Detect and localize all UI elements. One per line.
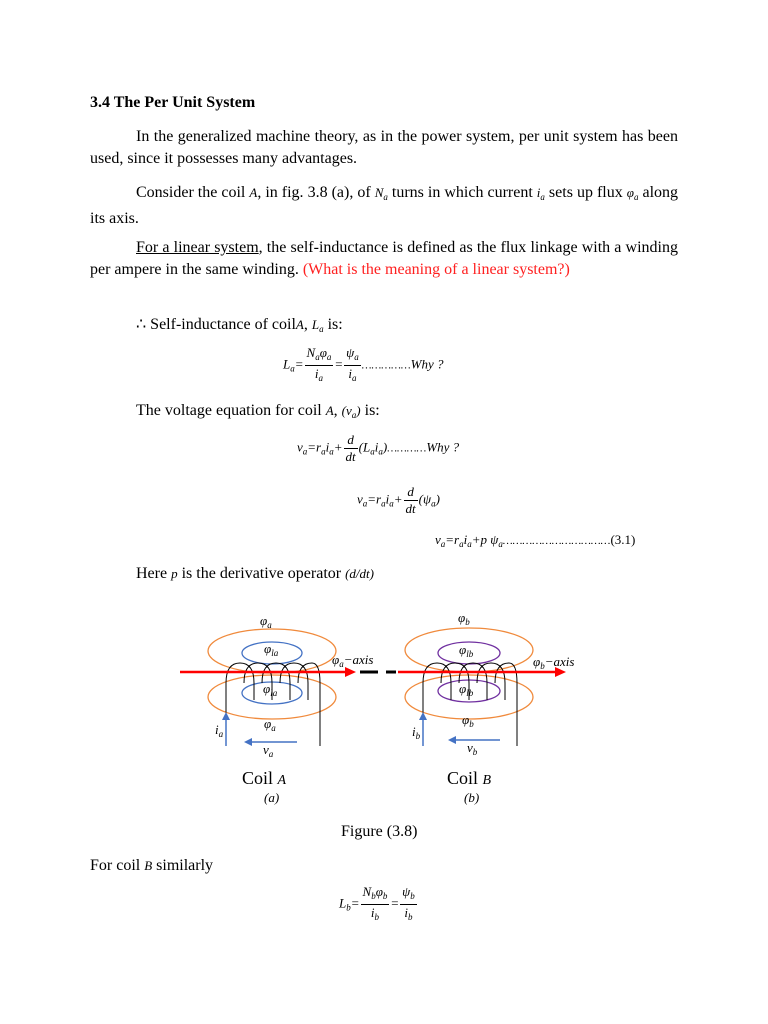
equation-lb: $L_b=$ $\frac{N_b\varphi_b}{i_b}$ = $\frac{\psi_b}{i_b}$ [339, 884, 415, 922]
equation-3-1: $v_a=r_ai_a+p$ $\psi_a\dots\dots\dots\dots\dots\dots\dots\dots\dots\dots\dots(3.1)$ [435, 532, 636, 549]
caption-b: (b) [464, 790, 480, 805]
current-arrow-b [419, 712, 427, 746]
label-phi-a-bottom: $\varphi_a$ [264, 716, 276, 733]
label-i-a: $i_a$ [215, 722, 224, 739]
coil-figure [0, 600, 768, 810]
equation-voltage-2: $v_a=r_ai_a+$ $\frac{d}{dt}$ $(\psi_a)$ [357, 484, 440, 516]
label-phi-la-top: $\varphi_{la}$ [264, 641, 279, 658]
caption-a: (a) [264, 790, 280, 805]
equation-voltage-1: $v_a=r_ai_a+$ $\frac{d}{dt}$ $(L_ai_a)\dots\dots\dots\dots Why$ ? [297, 432, 460, 464]
label-v-b: $v_b$ [467, 740, 478, 757]
paragraph-intro: In the generalized machine theory, as in the power system, per unit system has been used, since it possesses many advantages. [90, 128, 678, 167]
coil-b-title: Coil B [447, 768, 492, 788]
label-phi-lb-bottom: $\varphi_{lb}$ [459, 681, 474, 698]
paragraph-coil-b: For coil B similarly [90, 857, 214, 874]
label-phi-b-bottom: $\varphi_b$ [462, 712, 474, 729]
label-i-b: $i_b$ [412, 724, 421, 741]
paragraph-coil-a: Consider the coil A, in fig. 3.8 (a), of $N_a$ turns in which current $i_a$ sets up flux $\varphi_a$ along its axis. [90, 184, 679, 227]
coil-a-title: Coil A [242, 768, 287, 788]
paragraph-linear-system: For a linear system, the self-inductance is defined as the flux linkage with a winding per ampere in the same winding. (What is the meaning of a linear system?) [90, 239, 678, 278]
figure-caption: Figure (3.8) [341, 823, 418, 840]
label-phi-b-top: $\varphi_b$ [458, 610, 470, 627]
section-heading: 3.4 The Per Unit System [90, 94, 256, 111]
label-phi-a-axis: $\varphi_a-axis$ [332, 652, 374, 669]
label-v-a: $v_a$ [263, 742, 274, 759]
paragraph-derivative-operator: Here p is the derivative operator (d/dt) [136, 565, 374, 582]
label-phi-a-top: $\varphi_a$ [260, 613, 272, 630]
label-phi-la-bottom: $\varphi_{la}$ [263, 681, 278, 698]
equation-la: $L_a=$ $\frac{N_a\varphi_a}{i_a}$ = $\frac{\psi_a}{i_a}$ ……………Why ? [283, 345, 444, 383]
label-phi-lb-top: $\varphi_{lb}$ [459, 642, 474, 659]
current-arrow-a [222, 712, 230, 746]
question-note: (What is the meaning of a linear system?) [302, 261, 570, 278]
paragraph-voltage-equation: The voltage equation for coil A, $(v_a)$ is: [136, 402, 380, 420]
label-phi-b-axis: $\varphi_b-axis$ [533, 654, 575, 671]
paragraph-self-inductance: ∴ Self-inductance of coilA, $L_a$ is: [136, 316, 343, 334]
